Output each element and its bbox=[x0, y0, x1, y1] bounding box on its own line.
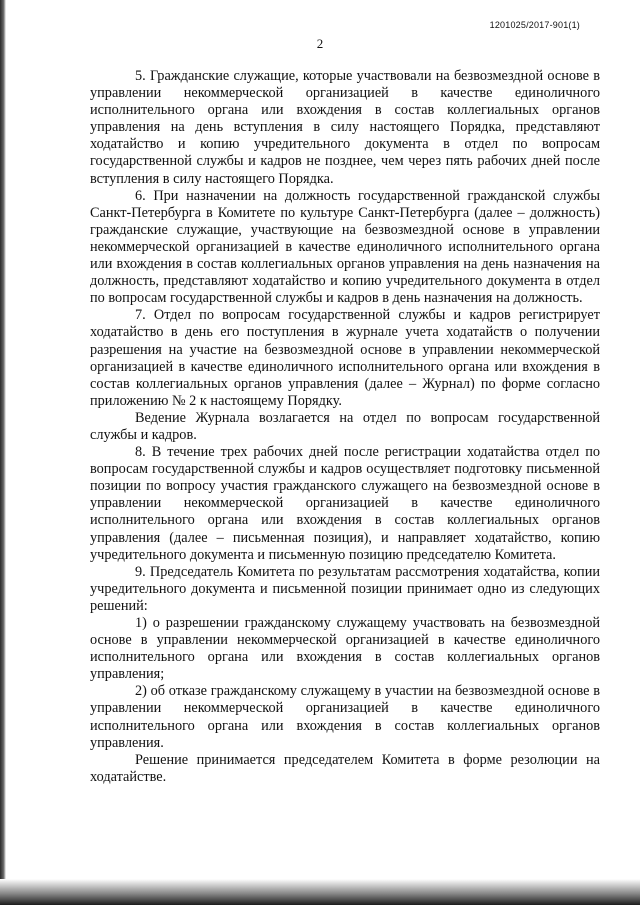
document-registration-number: 1201025/2017-901(1) bbox=[489, 20, 580, 30]
paragraph-9-option-1: 1) о разрешении гражданскому служащему участвовать на безвозмездной основе в управлении некоммерческой организацией в качестве единоличного исполнительного органа или вхождения в состав коллегиальных органов управления; bbox=[90, 615, 600, 683]
scan-shadow-left bbox=[0, 0, 6, 905]
paragraph-7: 7. Отдел по вопросам государственной службы и кадров регистрирует ходатайство в день его поступления в журнале учета ходатайств о получении разрешения на участие на безвозмездной основе в управлении некоммерческой организацией в качестве единоличного исполнительного органа или вхождения в состав коллегиальных органов управления (далее – Журнал) по форме согласно приложению № 2 к настоящему Порядку. bbox=[90, 307, 600, 409]
paragraph-decision: Решение принимается председателем Комитета в форме резолюции на ходатайстве. bbox=[90, 751, 600, 785]
paragraph-9-option-2: 2) об отказе гражданскому служащему в участии на безвозмездной основе в управлении некоммерческой организацией в качестве единоличного исполнительного органа или вхождения в состав коллегиальных органов управления. bbox=[90, 683, 600, 751]
paragraph-8: 8. В течение трех рабочих дней после регистрации ходатайства отдел по вопросам государственной службы и кадров осуществляет подготовку письменной позиции по вопросу участия гражданского служащего на безвозмездной основе в управлении некоммерческой организацией в качестве единоличного исполнительного органа или вхождения в состав коллегиальных органов управления (далее – письменная позиция), и направляет ходатайство, копию учредительного документа и письменную позицию председателю Комитета. bbox=[90, 444, 600, 563]
document-body bbox=[90, 68, 600, 786]
scan-shadow-bottom bbox=[0, 879, 640, 905]
paragraph-5: 5. Гражданские служащие, которые участвовали на безвозмездной основе в управлении некоммерческой организацией в качестве единоличного исполнительного органа или вхождения в состав коллегиальных органов управления на день вступления в силу настоящего Порядка, представляют ходатайство и копию учредительного документа в отдел по вопросам государственной службы и кадров не позднее, чем через пять рабочих дней после вступления в силу настоящего Порядка. bbox=[90, 68, 600, 187]
page-number: 2 bbox=[316, 36, 324, 51]
paragraph-9: 9. Председатель Комитета по результатам рассмотрения ходатайства, копии учредительного документа и письменной позиции принимает одно из следующих решений: bbox=[90, 563, 600, 614]
paragraph-6: 6. При назначении на должность государственной гражданской службы Санкт-Петербурга в Комитете по культуре Санкт-Петербурга (далее – должность) гражданские служащие, участвующие на безвозмездной основе в управлении некоммерческой организацией в качестве единоличного исполнительного органа или вхождения в состав коллегиальных органов управления на день назначения на должность, представляют ходатайство и копию учредительного документа в отдел по вопросам государственной службы и кадров в день назначения на должность. bbox=[90, 187, 600, 307]
paragraph-7-journal: Ведение Журнала возлагается на отдел по вопросам государственной службы и кадров. bbox=[90, 409, 600, 443]
